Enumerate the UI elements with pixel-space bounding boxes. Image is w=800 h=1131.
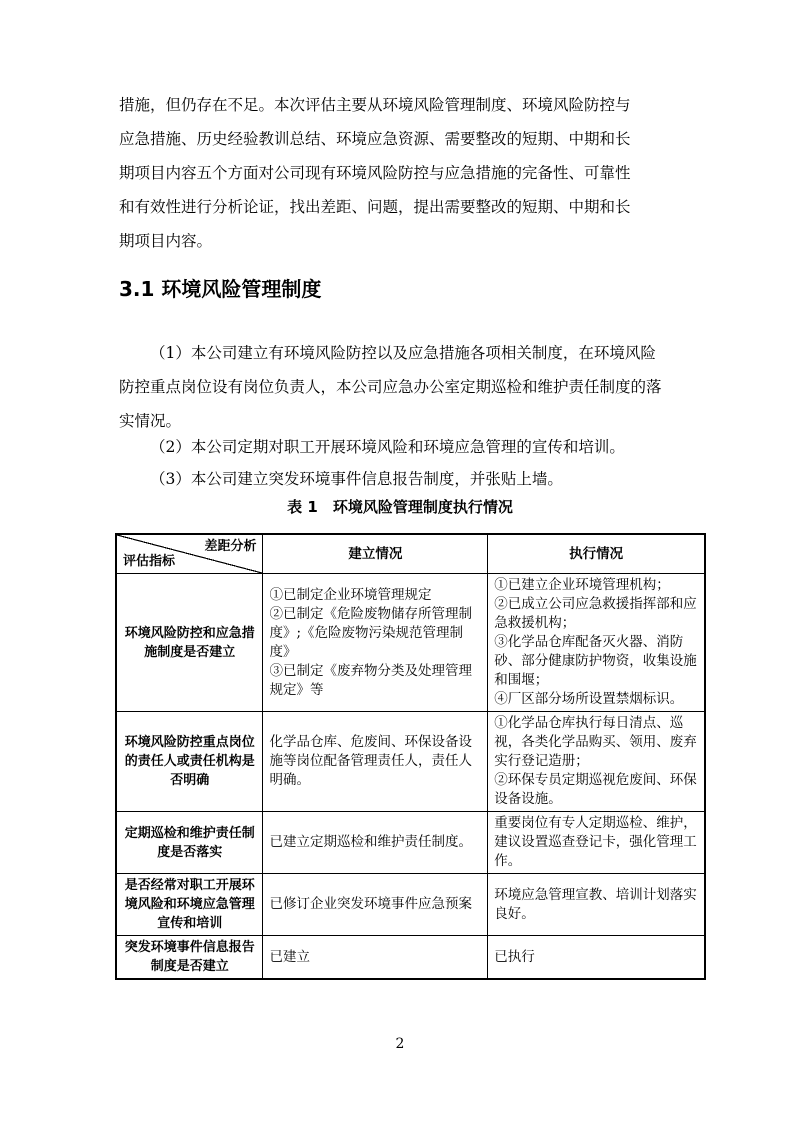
executed-line: ②已成立公司应急救援指挥部和应急救援机构； [494, 596, 697, 631]
established-cell [263, 812, 488, 874]
established-line: 已修订企业突发环境事件应急预案 [269, 896, 472, 912]
indicator-cell: 环境风险防控重点岗位的责任人或责任机构是否明确 [116, 712, 263, 812]
indicator-cell: 环境风险防控和应急措施制度是否建立 [116, 574, 263, 712]
indicator-cell: 是否经常对职工开展环境风险和环境应急管理宣传和培训 [116, 874, 263, 936]
indicator-cell: 定期巡检和维护责任制度是否落实 [116, 812, 263, 874]
executed-cell [488, 936, 705, 980]
executed-line: ④厂区部分场所设置禁烟标识。 [494, 691, 684, 707]
established-line: ①已制定企业环境管理规定 [269, 586, 432, 603]
established-line: 已建立定期巡检和维护责任制度。 [269, 834, 472, 850]
established-cell [263, 936, 488, 980]
table-row [116, 574, 705, 712]
item-3-line: （3）本公司建立突发环境事件信息报告制度，并张贴上墙。 [150, 470, 563, 488]
table-row [116, 712, 705, 812]
established-line: ②已制定《危险废物储存所管理制度》;《危险废物污染规范管理制度》 [269, 605, 472, 660]
diagonal-header-cell [116, 534, 263, 574]
item-1-line: 防控重点岗位设有岗位负责人，本公司应急办公室定期巡检和维护责任制度的落 [119, 378, 662, 396]
item-1-paragraph [119, 336, 685, 438]
executed-cell [488, 712, 705, 812]
intro-line: 期项目内容五个方面对公司现有环境风险防控与应急措施的完备性、可靠性 [119, 164, 631, 182]
header-executed: 执行情况 [488, 534, 705, 574]
executed-line: 环境应急管理宣教、培训计划落实良好。 [494, 886, 697, 922]
item-2-line: （2）本公司定期对职工开展环境风险和环境应急管理的宣传和培训。 [150, 438, 625, 456]
item-3-paragraph [119, 462, 685, 496]
established-line: ③已制定《废弃物分类及处理管理规定》等 [269, 662, 472, 698]
executed-line: 重要岗位有专人定期巡检、维护，建议设置巡查登记卡，强化管理工作。 [494, 815, 697, 869]
item-1-line: 实情况。 [119, 412, 182, 430]
established-line: 化学品仓库、危废间、环保设备设施等岗位配备管理责任人，责任人明确。 [269, 734, 472, 788]
header-established: 建立情况 [263, 534, 488, 574]
indicator-cell: 突发环境事件信息报告制度是否建立 [116, 936, 263, 980]
assessment-table [115, 533, 706, 980]
table-caption: 表 1 环境风险管理制度执行情况 [287, 498, 513, 516]
table-header-row [116, 534, 705, 574]
table-row [116, 812, 705, 874]
executed-cell [488, 874, 705, 936]
section-heading: 3.1 环境风险管理制度 [119, 277, 322, 301]
executed-line: 已执行 [494, 948, 535, 965]
table-row [116, 874, 705, 936]
item-2-paragraph [119, 430, 685, 464]
intro-line: 应急措施、历史经验教训总结、环境应急资源、需要整改的短期、中期和长 [119, 130, 631, 148]
executed-line: ①化学品仓库执行每日清点、巡视，各类化学品购买、领用、废弃实行登记造册； [494, 715, 697, 769]
established-cell [263, 712, 488, 812]
intro-line: 期项目内容。 [119, 232, 213, 250]
intro-line: 措施，但仍存在不足。本次评估主要从环境风险管理制度、环境风险防控与 [119, 96, 631, 114]
intro-line: 和有效性进行分析论证，找出差距、问题，提出需要整改的短期、中期和长 [119, 198, 631, 216]
header-gap-analysis: 差距分析 [204, 539, 257, 554]
executed-line: ①已建立企业环境管理机构； [494, 577, 670, 593]
page-number: 2 [395, 1036, 405, 1052]
intro-paragraph [119, 88, 685, 258]
executed-line: ②环保专员定期巡视危废间、环保设备设施。 [494, 772, 697, 807]
table-row [116, 936, 705, 980]
executed-cell [488, 812, 705, 874]
executed-cell [488, 574, 705, 712]
established-cell [263, 874, 488, 936]
header-indicator: 评估指标 [123, 554, 176, 569]
item-1-line: （1）本公司建立有环境风险防控以及应急措施各项相关制度，在环境风险 [150, 344, 656, 362]
established-cell [263, 574, 488, 712]
executed-line: ③化学品仓库配备灭火器、消防砂、部分健康防护物资，收集设施和围堰； [494, 634, 697, 688]
established-line: 已建立 [269, 948, 310, 965]
